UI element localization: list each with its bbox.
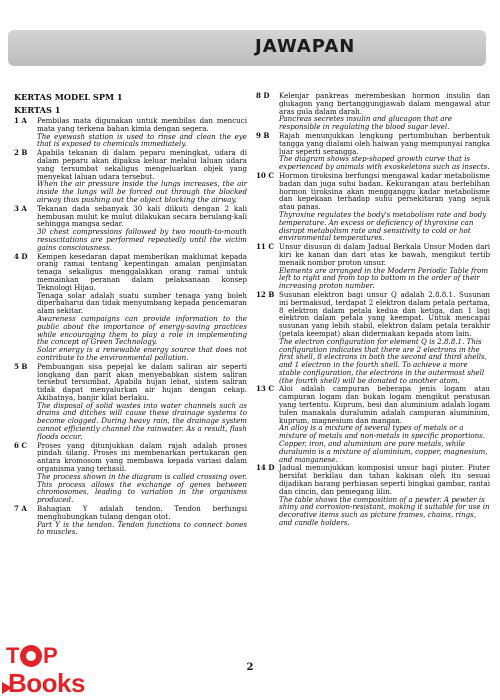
english-explanation: Elements are arranged in the Modern Periodic Table from left to right and from top to bottom in the order of their increasing proton number. (279, 265, 489, 291)
left-column (14, 92, 247, 537)
english-explanation: An alloy is a mixture of several types of metals or a mixture of metals and non-metals in specific proportions. Copper, iron, and aluminium are pure metals, while duralumin is a mixture of aluminium, copper, magnesium, and manganese. (279, 423, 488, 464)
malay-explanation: Aloi adalah campuran beberapa jenis logam atau campuran logam dan bukan logam mengikut peratusan yang tertentu. Kuprum, besi dan aluminium adalah logam tulen manakala duralumin adalah campuran aluminium, kuprum, magnesium dan mangan. (279, 384, 490, 425)
answer-label: 10 C (256, 170, 274, 180)
logo-bottom-row (8, 668, 85, 698)
logo-letter-p: P (42, 643, 58, 668)
logo-o-disc-icon (20, 645, 42, 667)
malay-explanation: Kempen kesedaran dapat memberikan maklumat kepada orang ramai tentang kepentingan amalan penjimatan tenaga sekaligus menggalakkan orang ramai untuk memainkan peranan dalam pelaksanaan konsep Teknologi Hijau. (37, 251, 247, 292)
malay-explanation: Hormon tiroksina berfungsi mengawal kadar metabolisme badan dan juga suhu badan. Kekurangan atau berlebihan hormon tiroksina akan mengganggu kadar metabolisme dan kepekaan terhadap suhu persekitaran yang sejuk atau panas. (279, 170, 490, 212)
malay-explanation: Pembilas mata digunakan untuk membilas dan mencuci mata yang terkena bahan kimia dengan segera. (37, 116, 247, 133)
answer-label: 4 D (14, 251, 28, 261)
section-title: KERTAS 1 (14, 105, 61, 115)
answer-item (14, 505, 247, 536)
answer-label: 7 A (14, 504, 27, 514)
malay-explanation: Susunan elektron bagi unsur Q adalah 2.8.8.1. Susunan ini bermaksud, terdapat 2 elektron dalam petala pertama, 8 elektron dalam petala kedua dan ketiga, dan 1 lagi elektron dalam petala yang keempat. Untuk mencapai susunan yang lebih stabil, elektron dalam petala terakhir (petala keempat) akan didermakan kepada atom lain. (279, 289, 490, 338)
english-explanation: The diagram shows step-shaped growth curve that is experienced by animals with exoskeletons such as insects. (279, 154, 490, 172)
answer-label: 3 A (14, 203, 27, 213)
english-explanation: The eyewash station is used to rinse and clean the eye that is exposed to chemicals immediately. (37, 131, 247, 149)
page-title: JAWAPAN (255, 36, 356, 57)
answer-label: 2 B (14, 148, 28, 158)
answer-item (256, 291, 490, 385)
malay-explanation: Jadual menunjukkan komposisi unsur bagi piuter. Piuter bersifat berkilau dan tahan kakisan oleh itu sesuai dijadikan barang perhiasan seperti bingkai gambar, rantai dan cincin, dan pemegang lilin. (279, 463, 490, 496)
answer-item (256, 172, 490, 242)
answer-item (14, 205, 247, 252)
answer-item (14, 363, 247, 441)
answer-item (256, 464, 490, 526)
english-explanation: 30 chest compressions followed by two mouth-to-mouth resuscitations are performed repeatedly until the victim gains consciousness. (37, 227, 247, 252)
logo-letter-t: T (6, 643, 19, 668)
answer-label: 6 C (14, 440, 28, 450)
header-banner (8, 30, 486, 66)
english-explanation: The electron configuration for element Q is 2.8.8.1. This configuration indicates that there are 2 electrons in the first shell, 8 electrons in both the second and third shells, and 1 electron in the fourth shell. To achieve a more stable configuration, the electrons in the outermost shell (the fourth shell) will be donated to another atom. (279, 336, 487, 385)
answer-label: 13 C (256, 384, 274, 394)
answer-item (14, 442, 247, 504)
malay-explanation: Kelenjar pankreas merembeskan hormon insulin dan glukagon yang bertanggungjawab dalam mengawal atur aras gula dalam darah. (279, 91, 490, 116)
malay-explanation: Tenaga solar adalah suatu sumber tenaga yang boleh diperbaharui dan tidak menyumbang kepada pencemaran alam sekitar. (37, 290, 247, 316)
answer-label: 12 B (256, 289, 275, 299)
malay-explanation: Bahagian Y adalah tendon. Tendon berfungsi menghubungkan tulang dengan otot. (37, 504, 247, 521)
answer-item (256, 132, 490, 171)
malay-explanation: Proses yang ditunjukkan dalam rajah adalah proses pindah silang. Proses ini membenarkan pertukaran gen antara kromosom yang membawa kepada variasi dalam organisma yang terhasil. (37, 440, 247, 474)
english-explanation: The disposal of solid wastes into water channels such as drains and ditches will cause these drainage systems to become clogged. During heavy rain, the drainage system cannot efficiently channel the rainwater. As a result, flash floods occur. (37, 400, 247, 441)
answer-label: 11 C (256, 242, 274, 252)
malay-explanation: Rajah menunjukkan lengkung pertumbuhan berbentuk tangga yang dialami oleh haiwan yang mempunyai rangka luar seperti serangga. (279, 130, 490, 156)
answer-label: 1 A (14, 116, 27, 125)
right-column (256, 92, 490, 528)
answer-label: 9 B (256, 130, 270, 140)
logo-books-word: Books (8, 668, 85, 698)
malay-explanation: Tekanan dada sebanyak 30 kali diikuti dengan 2 kali hembusan mulut ke mulut dilakukan secara berulang-kali sehingga mangsa sedar. (37, 203, 247, 229)
answer-label: 8 D (256, 91, 270, 100)
answer-label: 14 D (256, 463, 275, 473)
logo-arrow-icon (2, 682, 12, 694)
malay-explanation: Unsur disusun di dalam Jadual Berkala Unsur Moden dari kiri ke kanan dan dari atas ke bawah, mengikut tertib menaik nombor proton unsur. (279, 242, 490, 267)
answer-label: 5 B (14, 361, 28, 371)
english-explanation: When the air pressure inside the lungs increases, the air inside the lungs will be forced out through the blocked airway thus pushing out the object blocking the airway. (37, 179, 247, 204)
page-number: 2 (246, 662, 254, 673)
answer-item (14, 117, 247, 148)
malay-explanation: Pembuangan sisa pepejal ke dalam saliran air seperti longkang dan parit akan menyebabkan sistem saliran tersebut tersumbat. Apabila hujan lebat, sistem saliran tidak dapat menyalurkan air hujan dengan cekap. Akibatnya, banjir kilat berlaku. (37, 361, 247, 402)
logo-top-row (6, 644, 57, 668)
paper-title: KERTAS MODEL SPM 1 (14, 92, 123, 102)
english-explanation: Awareness campaigns can provide information to the public about the importance of energy-saving practices while encouraging them to play a role in implementing the concept of Green Technology. (37, 313, 247, 347)
english-explanation: Part Y is the tendon. Tendon functions to connect bones to muscles. (37, 519, 247, 537)
malay-explanation: Apabila tekanan di dalam peparu meningkat, udara di dalam peparu akan dipaksa keluar melalui laluan udara yang tersumbat sekaligus mengeluarkan objek yang menyekat laluan udara tersebut. (37, 148, 247, 181)
english-explanation: The table shows the composition of a pewter. A pewter is shiny and corrosion-resistant, making it suitable for use in decorative items such as picture frames, chains, rings, and candle holders. (279, 494, 490, 528)
english-explanation: Thyroxine regulates the body's metabolism rate and body temperature. An excess or deficiency of thyroxine can disrupt metabolism rate and sensitivity to cold or hot environmental temperatures. (279, 209, 487, 243)
answer-item (14, 253, 247, 362)
topbooks-logo (0, 642, 118, 700)
answer-item (256, 243, 490, 290)
answer-item (256, 92, 490, 131)
answer-item (256, 385, 490, 463)
english-explanation: Pancreas secretes insulin and glucagon that are responsible in regulating the blood sugar level. (279, 114, 453, 132)
english-explanation: Solar energy is a renewable energy source that does not contribute to the environmental pollution. (37, 345, 247, 362)
english-explanation: The process shown in the diagram is called crossing over. This process allows the exchange of genes between chromosomes, leading to variation in the organisms produced. (37, 471, 247, 505)
answer-item (14, 149, 247, 204)
